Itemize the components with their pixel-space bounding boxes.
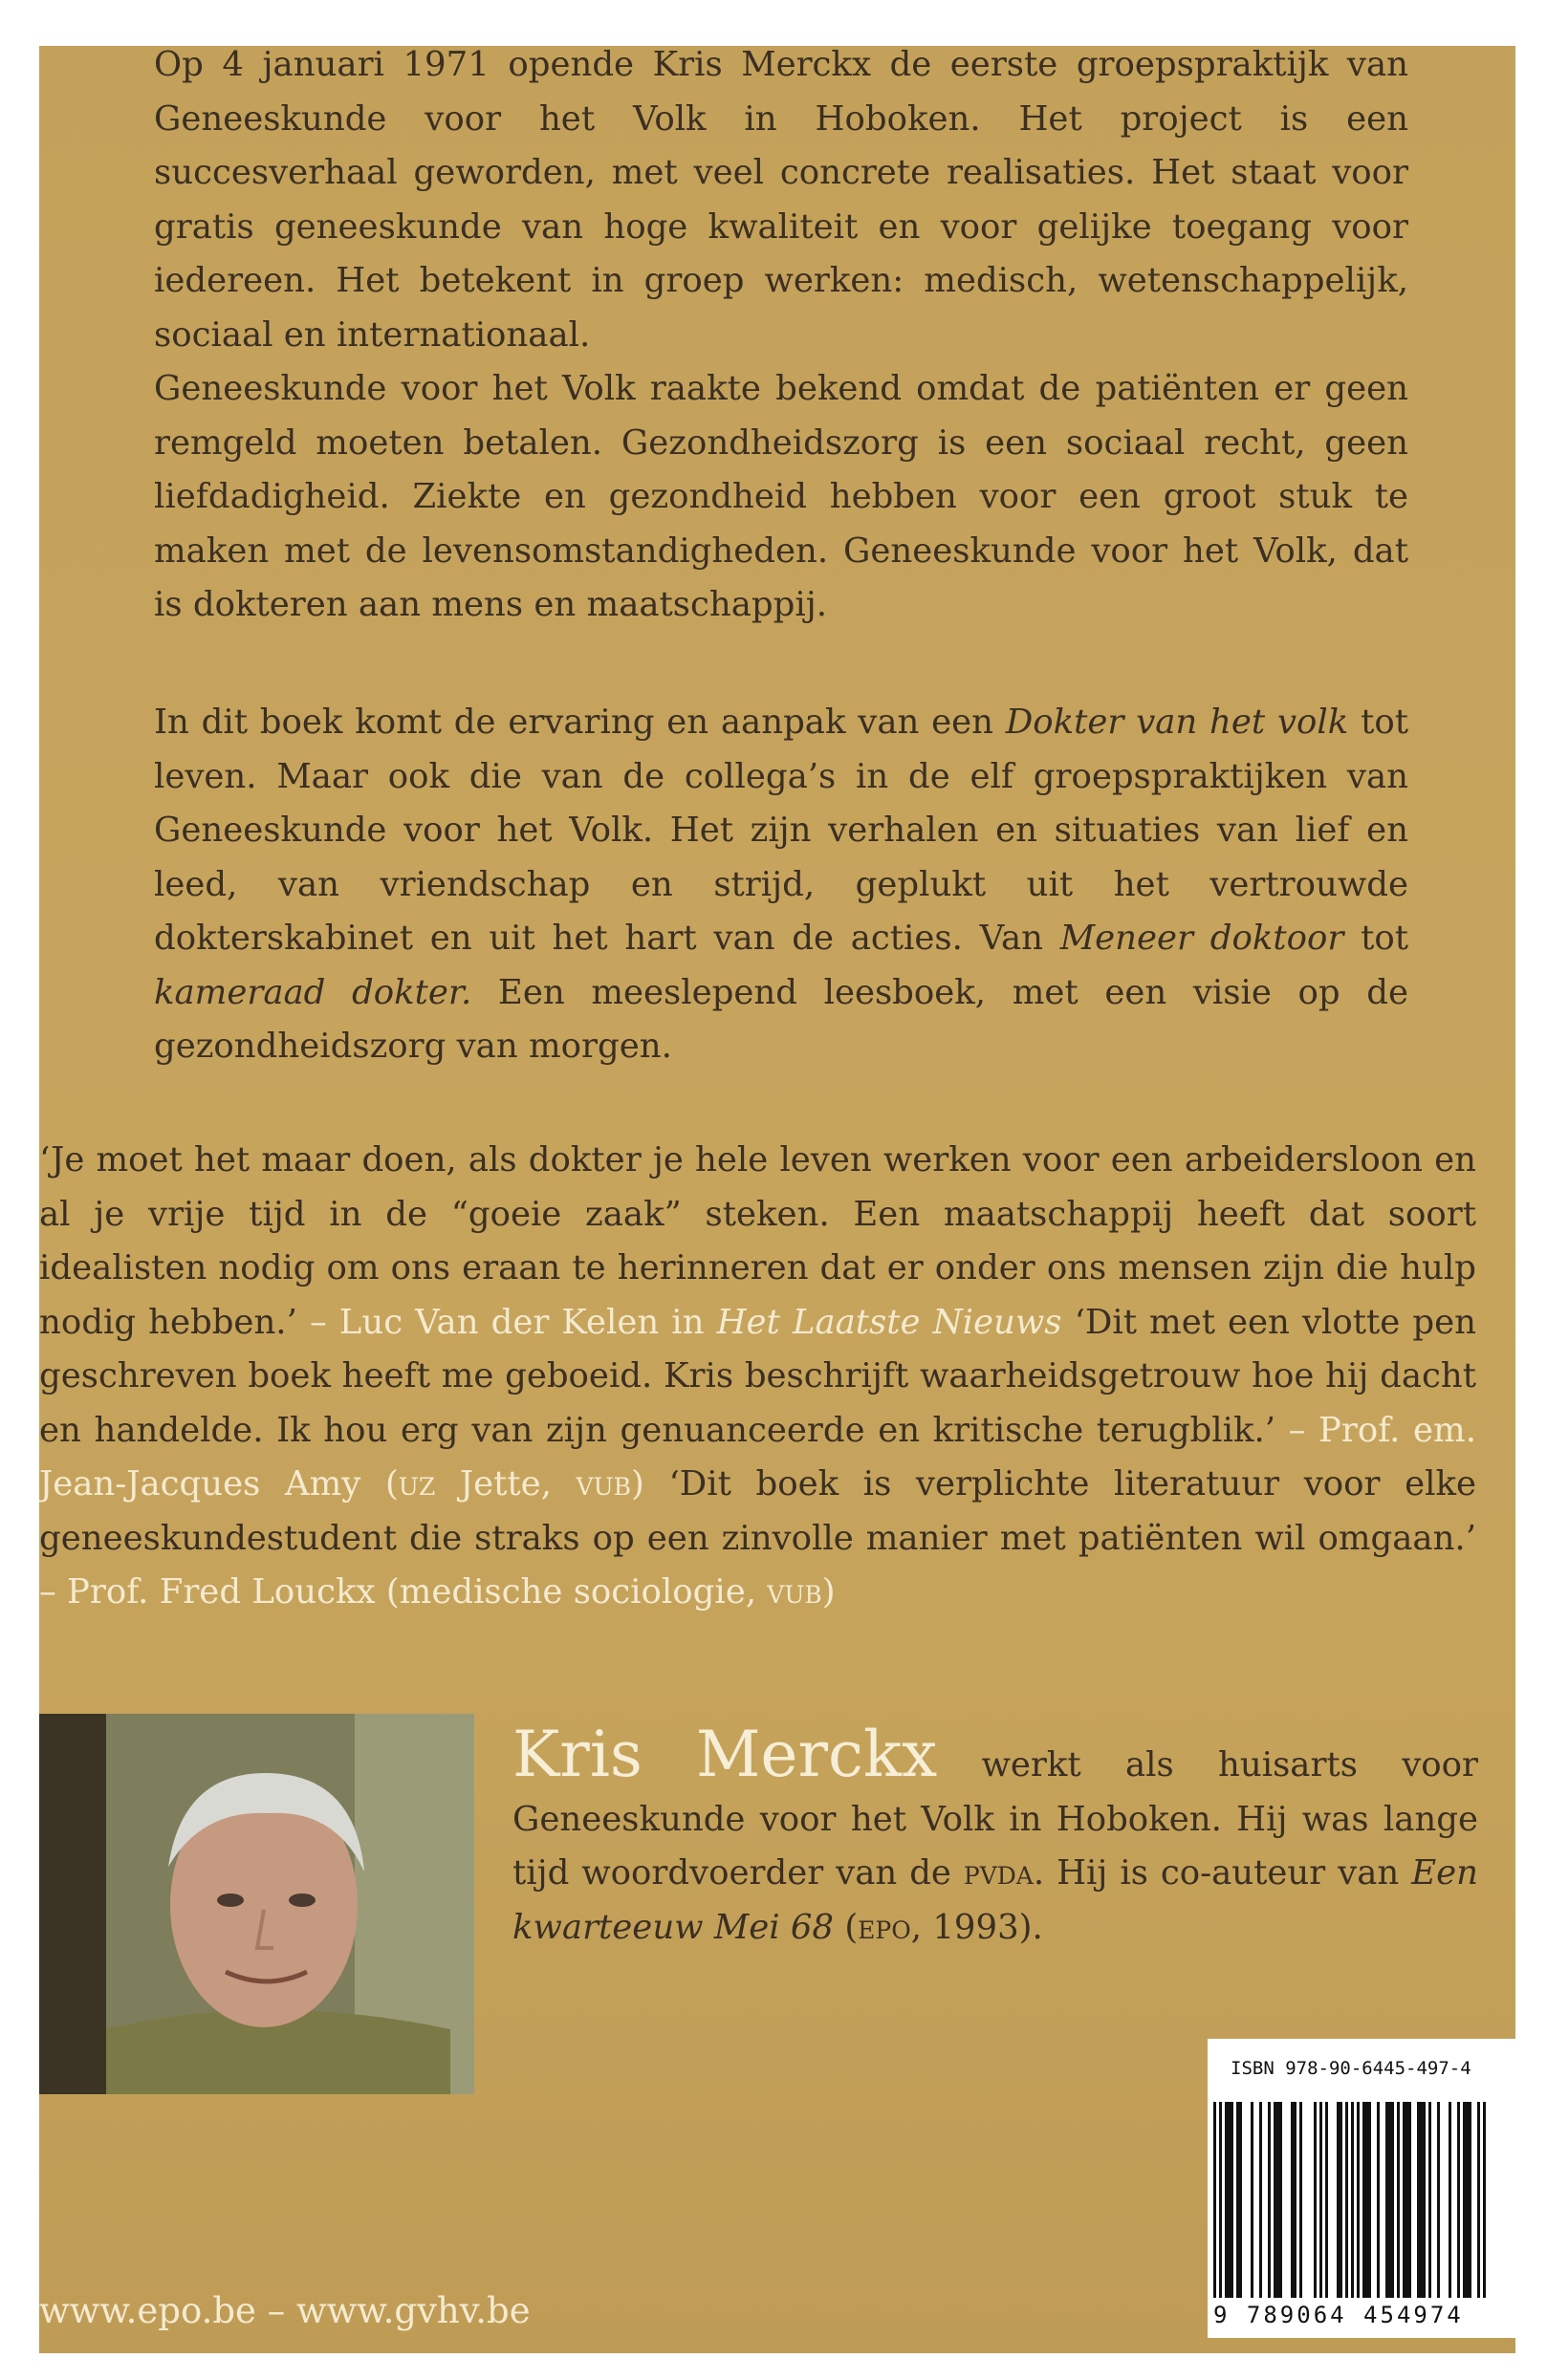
review-source-3-text: – Prof. Fred Louckx (medische sociologie, [39,1572,768,1612]
review-source-2-close: ) [631,1464,644,1504]
barcode-bar [1291,2102,1294,2298]
barcode-bar [1337,2102,1340,2298]
barcode-bar [1279,2102,1282,2298]
intro-text-2c: tot [1343,919,1408,958]
author-portrait-illustration [39,1714,474,2094]
barcode-bar [1319,2102,1322,2298]
barcode-bar [1268,2102,1271,2298]
meneer-doktoor-emphasis: Meneer doktoor [1059,919,1344,958]
barcode-bar [1391,2102,1394,2298]
intro-text-2b: tot leven. Maar ook die van de collega’s in de elf groepspraktijken van Geneeskunde voor het Volk. Het zijn verhalen en situaties van lief en leed, van vriendschap en strijd, geplukt uit het vertrouwde dokterskabinet en uit het hart van de acties. Van [154,703,1408,958]
review-quotes [39,1134,1476,1620]
barcode-bar [1351,2102,1354,2298]
intro-paragraph-1 [154,46,1408,633]
kameraad-dokter-emphasis: kameraad dokter. [154,972,472,1012]
barcode-bar [1417,2102,1420,2298]
barcode-bar [1294,2102,1296,2298]
barcode-bar [1405,2102,1408,2298]
barcode-bar [1397,2102,1400,2298]
barcode-bar [1457,2102,1460,2298]
barcode-bar [1449,2102,1451,2298]
barcode-bar [1469,2102,1471,2298]
barcode-bar [1345,2102,1348,2298]
barcode-bar [1403,2102,1405,2298]
author-bio [512,1718,1478,1955]
barcode-bar [1259,2102,1262,2298]
intro-paragraph-2 [154,696,1408,1074]
author-bio-publisher: epo [858,1907,911,1947]
barcode-bar [1225,2102,1228,2298]
review-source-2-text: – Prof. em. Jean-Jacques Amy ( [39,1410,1476,1504]
intro-text-1b: Geneeskunde voor het Volk raakte bekend omdat de patiënten er geen remgeld moeten betalen. Gezondheidszorg is een sociaal recht, geen liefdadigheid. Ziekte en gezondheid hebben voor een groot stuk te maken met de levensomstandigheden. Geneeskunde voor het Volk, dat is dokteren aan mens en maatschappij. [154,369,1408,624]
review-source-1-publication: Het Laatste Nieuws [716,1302,1062,1342]
author-name: Kris Merckx [512,1718,938,1791]
barcode-bar [1219,2102,1222,2298]
barcode-bar [1314,2102,1317,2298]
author-bio-book-title: Een kwarteeuw Mei 68 [512,1853,1478,1947]
review-source-2-mid: Jette, [435,1464,577,1504]
barcode-bar [1340,2102,1342,2298]
review-quote-3: ‘Dit boek is verplichte literatuur voor elke geneeskundestudent die straks op een zinvolle manier met patiënten wil omgaan.’ [39,1464,1476,1558]
barcode-bar [1408,2102,1411,2298]
barcode-bar [1228,2102,1231,2298]
publisher-websites: www.epo.be – www.gvhv.be [39,2290,531,2331]
review-source-2-vub: vub [576,1464,632,1504]
barcode-bar [1437,2102,1440,2298]
barcode-bar [1251,2102,1253,2298]
review-source-3-close: ) [821,1572,836,1612]
review-source-1 [297,1303,1062,1342]
intro-text-1: Op 4 januari 1971 opende Kris Merckx de eerste groepspraktijk van Geneeskunde voor het Volk in Hoboken. Het project is een succesverhaal geworden, met veel concrete realisaties. Het staat voor gratis geneeskunde van hoge kwaliteit en voor gelijke toegang voor iedereen. Het betekent in groep werken: medisch, wetenschappelijk, sociaal en internationaal. [154,46,1408,355]
barcode-bar [1213,2102,1216,2298]
barcode-bar [1325,2102,1328,2298]
author-bio-text-c: ( [834,1907,859,1947]
author-photo [39,1714,474,2094]
book-back-cover [39,46,1515,2353]
author-bio-text-d: , 1993). [910,1907,1043,1947]
author-bio-text-b: . Hij is co-auteur van [1033,1853,1412,1893]
barcode-bar [1483,2102,1486,2298]
author-bio-text-a: werkt als huisarts voor Geneeskunde voor het Volk in Hoboken. Hij was lange tijd woordvoerder van de [512,1745,1478,1893]
review-quote-1: ‘Je moet het maar doen, als dokter je hele leven werken voor een arbeidersloon en al je vrije tijd in de “goeie zaak” steken. Een maatschappij heeft dat soort idealisten nodig om ons eraan te herinneren dat er onder ons mensen zijn die hulp nodig hebben.’ [39,1140,1476,1342]
barcode-bar [1377,2102,1380,2298]
barcode-bar [1274,2102,1276,2298]
barcode-bar [1477,2102,1480,2298]
barcode-bar [1420,2102,1423,2298]
barcode-bar [1368,2102,1371,2298]
barcode-bar [1388,2102,1391,2298]
review-quote-2: ‘Dit met een vlotte pen geschreven boek heeft me geboeid. Kris beschrijft waarheidsgetrouw hoe hij dacht en handelde. Ik hou erg van zijn genuanceerde en kritische terugblik.’ [39,1302,1476,1450]
barcode-bar [1466,2102,1469,2298]
review-source-2-uz: uz [398,1464,436,1504]
barcode-bars [1213,2102,1515,2298]
barcode-bar [1357,2102,1360,2298]
barcode-bar [1423,2102,1426,2298]
review-source-3 [39,1572,836,1612]
barcode-bar [1428,2102,1431,2298]
author-bio-party: pvda [963,1853,1034,1893]
review-source-1-text: – Luc Van der Kelen in [296,1302,717,1342]
intro-text-2d: Een meeslepend leesboek, met een visie op de gezondheidszorg van morgen. [154,972,1408,1066]
isbn-barcode [1208,2039,1515,2338]
barcode-bar [1365,2102,1368,2298]
isbn-label: ISBN 978-90-6445-497-4 [1231,2058,1471,2079]
book-title-emphasis: Dokter van het volk [1005,703,1349,742]
review-source-3-vub: vub [767,1572,822,1612]
barcode-bar [1385,2102,1388,2298]
barcode-bar [1239,2102,1242,2298]
ean-digits: 9 789064 454974 [1213,2302,1464,2328]
barcode-bar [1362,2102,1365,2298]
barcode-bar [1299,2102,1302,2298]
intro-text-2a: In dit boek komt de ervaring en aanpak van een [154,703,1006,742]
barcode-bar [1236,2102,1239,2298]
barcode-bar [1231,2102,1233,2298]
barcode-bar [1276,2102,1279,2298]
barcode-bar [1463,2102,1466,2298]
